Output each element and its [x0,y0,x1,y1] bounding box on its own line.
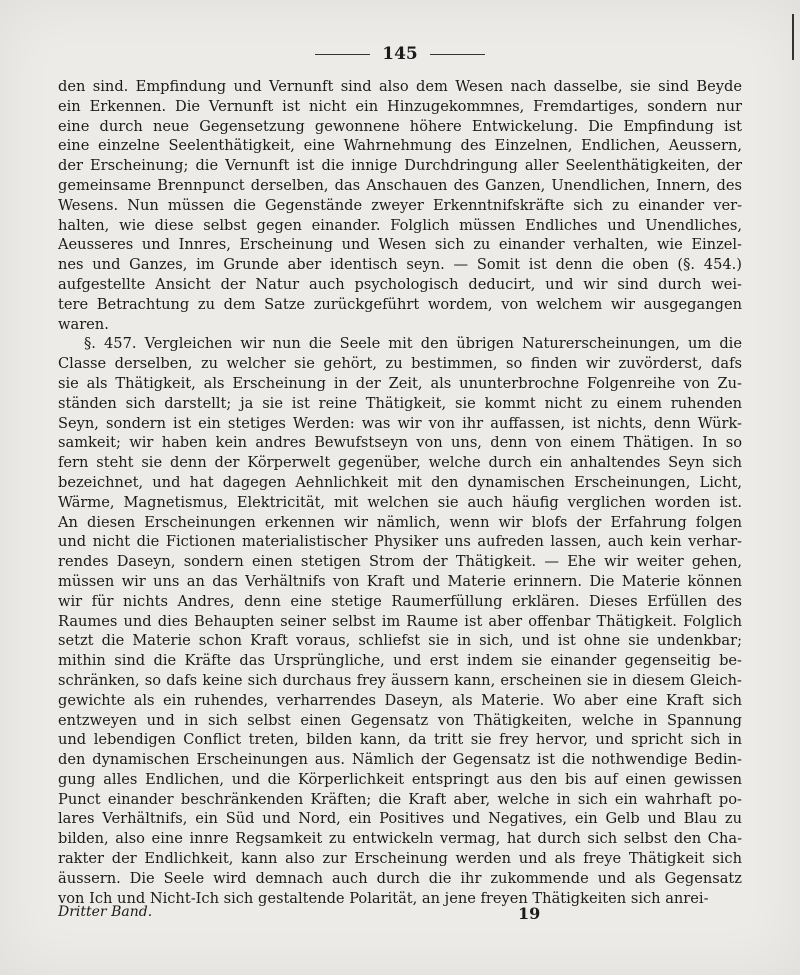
page-body-text [58,77,742,908]
text-line: aufgestellte Ansicht der Natur auch psychologisch deducirt, und wir sind durch wei- [58,275,742,293]
text-line: waren. [58,315,109,333]
text-line: und nicht die Fictionen materialistischer Physiker uns aufreden lassen, auch kein verhar- [58,533,742,551]
text-line: samkeit; wir haben kein andres Bewufstseyn von uns, denn von einem Thätigen. In so [58,434,742,452]
text-line: ständen sich darstellt; ja sie ist reine Thätigkeit, sie kommt nicht zu einem ruhenden [58,394,742,412]
header-rule-right [430,54,485,55]
text-line: mithin sind die Kräfte das Ursprüngliche, und erst indem sie einander gegenseitig be- [58,652,742,670]
text-line: §. 457. Vergleichen wir nun die Seele mit den übrigen Naturerscheinungen, um die [84,335,742,353]
text-line: gewichte als ein ruhendes, verharrendes Daseyn, als Materie. Wo aber eine Kraft sich [58,691,742,709]
text-line: schränken, so dafs keine sich durchaus frey äussern kann, erscheinen sie in diesem Gleich- [58,671,742,689]
text-line: lares Verhältnifs, ein Süd und Nord, ein Positives und Negatives, ein Gelb und Blau zu [58,810,742,828]
text-line: halten, wie diese selbst gegen einander. Folglich müssen Endliches und Unendliches, [58,216,742,234]
text-line: rakter der Endlichkeit, kann also zur Erscheinung werden und als freye Thätigkeit sich [58,850,742,868]
text-line: sie als Thätigkeit, als Erscheinung in der Zeit, als ununterbrochne Folgenreihe von Zu- [58,374,742,392]
text-line: setzt die Materie schon Kraft voraus, schliefst sie in sich, und ist ohne sie undenkbar; [58,632,742,650]
text-line: und lebendigen Conflict treten, bilden kann, da tritt sie frey hervor, und spricht sich in [58,731,742,749]
text-line: Raumes und dies Behaupten seiner selbst im Raume ist aber offenbar Thätigkeit. Folglich [58,612,742,630]
text-line: eine einzelne Seelenthätigkeit, eine Wahrnehmung des Einzelnen, Endlichen, Aeussern, [58,137,742,155]
text-line: bilden, also eine innre Regsamkeit zu entwickeln vermag, hat durch sich selbst den Cha- [58,830,742,848]
text-line: Punct einander beschränkenden Kräften; die Kraft aber, welche in sich ein wahrhaft po- [58,790,742,808]
text-line: äussern. Die Seele wird demnach auch durch die ihr zukommende und als Gegensatz [58,869,742,887]
page-header [0,44,800,64]
text-line: gemeinsame Brennpunct derselben, das Anschauen des Ganzen, Unendlichen, Innern, des [58,176,742,194]
signature-mark: Dritter Band. [58,904,153,920]
text-line: entzweyen und in sich selbst einen Gegensatz von Thätigkeiten, welche in Spannung [58,711,742,729]
text-line: Wesens. Nun müssen die Gegenstände zweyer Erkenntnifskräfte sich zu einander ver- [58,196,742,214]
page-footer [58,904,742,924]
page-number: 145 [382,44,418,64]
text-line: An diesen Erscheinungen erkennen wir nämlich, wenn wir blofs der Erfahrung folgen [58,513,742,531]
text-line: den sind. Empfindung und Vernunft sind also dem Wesen nach dasselbe, sie sind Beyde [58,78,742,95]
text-line: der Erscheinung; die Vernunft ist die innige Durchdringung aller Seelenthätigkeiten, der [58,157,742,175]
text-line: Classe derselben, zu welcher sie gehört, zu bestimmen, so finden wir zuvörderst, dafs [58,355,742,373]
text-line: wir für nichts Andres, denn eine stetige Raumerfüllung erklären. Dieses Erfüllen des [58,592,742,610]
text-line: von Ich und Nicht-Ich sich gestaltende Polarität, an jene freyen Thätigkeiten sich anrei- [58,889,709,907]
text-line: Aeusseres und Innres, Erscheinung und Wesen sich zu einander verhalten, wie Einzel- [58,236,742,254]
text-line: den dynamischen Erscheinungen aus. Nämlich der Gegensatz ist die nothwendige Bedin- [58,751,742,769]
text-line: Seyn, sondern ist ein stetiges Werden: was wir von ihr auffassen, ist nichts, denn Würk- [58,414,742,432]
text-line: Wärme, Magnetismus, Elektricität, mit welchen sie auch häufig verglichen worden ist. [58,493,742,511]
text-line: rendes Daseyn, sondern einen stetigen Strom der Thätigkeit. — Ehe wir weiter gehen, [58,553,742,571]
text-line: ein Erkennen. Die Vernunft ist nicht ein Hinzugekommnes, Fremdartiges, sondern nur [58,97,742,115]
sheet-number: 19 [518,904,541,923]
text-line: eine durch neue Gegensetzung gewonnene höhere Entwickelung. Die Empfindung ist [58,117,742,135]
header-rule-left [315,54,370,55]
text-line: nes und Ganzes, im Grunde aber identisch seyn. — Somit ist denn die oben (§. 454.) [58,256,742,274]
text-line: bezeichnet, und hat dagegen Aehnlichkeit mit den dynamischen Erscheinungen, Licht, [58,473,742,491]
text-line: müssen wir uns an das Verhältnifs von Kraft und Materie erinnern. Die Materie können [58,572,742,590]
text-line: tere Betrachtung zu dem Satze zurückgeführt wordem, von welchem wir ausgegangen [58,295,742,313]
text-line: fern steht sie denn der Körperwelt gegenüber, welche durch ein anhaltendes Seyn sich [58,454,742,472]
text-line: gung alles Endlichen, und die Körperlichkeit entspringt aus den bis auf einen gewissen [58,770,742,788]
